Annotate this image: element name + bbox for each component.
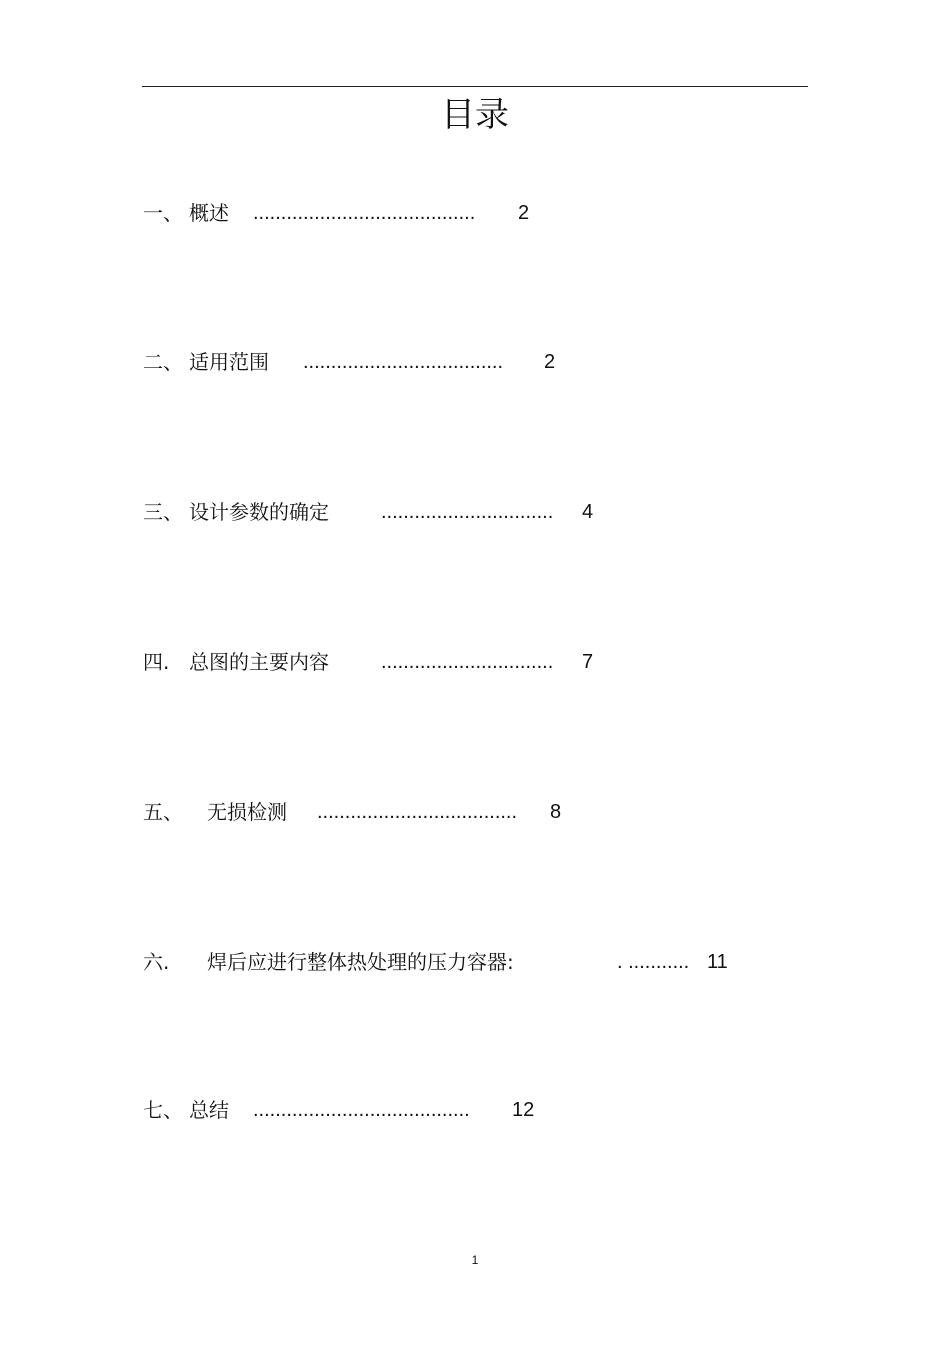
page-title: 目录 bbox=[441, 95, 509, 135]
toc-leader-dots: .................................... bbox=[317, 801, 518, 823]
toc-entry-number: 三、 bbox=[143, 500, 183, 524]
toc-page-number: 7 bbox=[582, 651, 594, 673]
toc-entry-number: 四. bbox=[143, 650, 170, 674]
toc-leader-dots: .................................... bbox=[303, 351, 504, 373]
toc-page-number: 2 bbox=[518, 202, 530, 224]
toc-entry-number: 一、 bbox=[143, 201, 183, 225]
toc-entry-number: 七、 bbox=[143, 1098, 183, 1122]
page-footer-number: 1 bbox=[471, 1253, 479, 1267]
toc-entry-label: 适用范围 bbox=[189, 350, 269, 374]
header-rule bbox=[142, 86, 808, 87]
toc-leader-dots: . ........... bbox=[617, 951, 690, 973]
toc-entry-3[interactable] bbox=[143, 497, 623, 527]
toc-entry-label: 焊后应进行整体热处理的压力容器: bbox=[207, 950, 514, 974]
toc-entry-label: 无损检测 bbox=[207, 800, 287, 824]
toc-entry-label: 设计参数的确定 bbox=[189, 500, 329, 524]
toc-entry-number: 二、 bbox=[143, 350, 183, 374]
toc-leader-dots: ............................... bbox=[381, 651, 554, 673]
toc-leader-dots: ............................... bbox=[381, 501, 554, 523]
toc-entry-5[interactable] bbox=[143, 797, 593, 827]
toc-entry-label: 总结 bbox=[189, 1098, 229, 1122]
toc-entry-number: 五、 bbox=[143, 800, 183, 824]
toc-entry-1[interactable] bbox=[143, 198, 563, 228]
toc-leader-dots: ........................................ bbox=[253, 202, 476, 224]
toc-entry-label: 总图的主要内容 bbox=[189, 650, 329, 674]
toc-page-number: 2 bbox=[544, 351, 556, 373]
toc-entry-2[interactable] bbox=[143, 347, 583, 377]
toc-page-number: 11 bbox=[707, 951, 728, 973]
toc-page-number: 8 bbox=[550, 801, 562, 823]
toc-entry-4[interactable] bbox=[143, 647, 623, 677]
toc-page-number: 12 bbox=[512, 1099, 535, 1121]
toc-page-number: 4 bbox=[582, 501, 594, 523]
toc-entry-6[interactable] bbox=[143, 947, 743, 977]
toc-entry-label: 概述 bbox=[189, 201, 229, 225]
toc-entry-7[interactable] bbox=[143, 1095, 563, 1125]
toc-entry-number: 六. bbox=[143, 950, 170, 974]
toc-leader-dots: ....................................... bbox=[253, 1099, 470, 1121]
